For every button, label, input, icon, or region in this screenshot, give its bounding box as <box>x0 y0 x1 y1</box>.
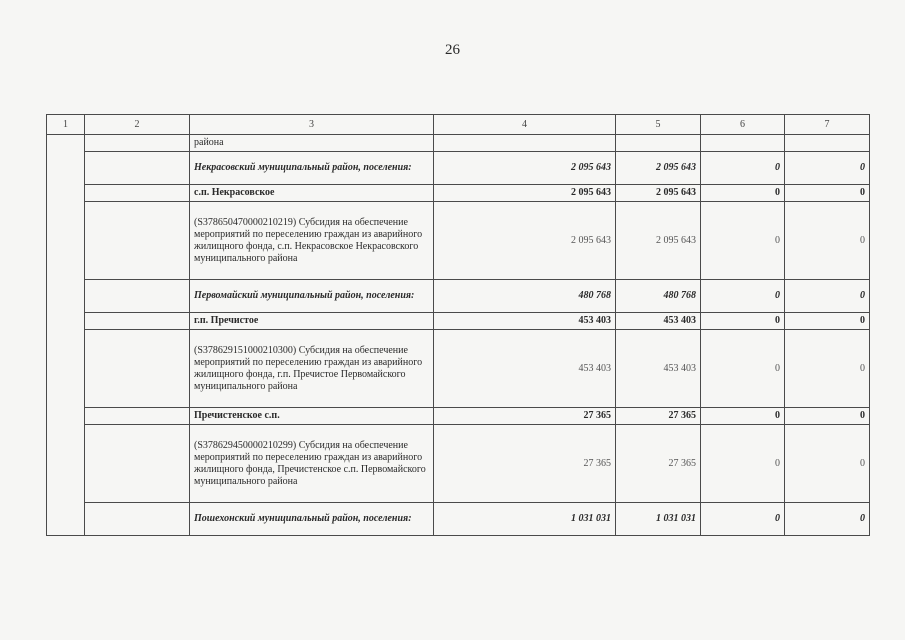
col-2-cell <box>85 503 190 536</box>
amount-cell-c7: 0 <box>785 152 870 185</box>
row-name-cell: (S378629450000210299) Субсидия на обеспечение мероприятий по переселению граждан из аварийного жилищного фонда, Пречистенское с.п. Первомайского муниципального района <box>190 425 434 503</box>
amount-cell-c5: 2 095 643 <box>616 152 701 185</box>
col-2-cell <box>85 202 190 280</box>
header-col-7: 7 <box>785 115 870 135</box>
row-name-cell: Пошехонский муниципальный район, поселения: <box>190 503 434 536</box>
table-row <box>47 135 870 152</box>
col-2-cell <box>85 313 190 330</box>
amount-cell-c6: 0 <box>701 202 785 280</box>
col-1-cell <box>47 135 85 536</box>
col-2-cell <box>85 330 190 408</box>
amount-cell-c7: 0 <box>785 330 870 408</box>
amount-cell-c5: 480 768 <box>616 280 701 313</box>
amount-cell-c7: 0 <box>785 185 870 202</box>
table-row <box>47 280 870 313</box>
amount-cell-c7 <box>785 135 870 152</box>
amount-cell-c7: 0 <box>785 408 870 425</box>
amount-cell-c7: 0 <box>785 503 870 536</box>
amount-cell-c6: 0 <box>701 408 785 425</box>
amount-cell-c5 <box>616 135 701 152</box>
row-name-cell: г.п. Пречистое <box>190 313 434 330</box>
table-row <box>47 185 870 202</box>
amount-cell-c6: 0 <box>701 280 785 313</box>
budget-table <box>46 114 870 536</box>
amount-cell-c5: 2 095 643 <box>616 202 701 280</box>
col-2-cell <box>85 408 190 425</box>
amount-cell-c6: 0 <box>701 425 785 503</box>
header-col-3: 3 <box>190 115 434 135</box>
col-2-cell <box>85 425 190 503</box>
amount-cell-c4: 2 095 643 <box>434 152 616 185</box>
amount-cell-c7: 0 <box>785 313 870 330</box>
amount-cell-c7: 0 <box>785 202 870 280</box>
header-col-4: 4 <box>434 115 616 135</box>
amount-cell-c5: 2 095 643 <box>616 185 701 202</box>
row-name-cell: (S378650470000210219) Субсидия на обеспечение мероприятий по переселению граждан из аварийного жилищного фонда, с.п. Некрасовское Некрасовского муниципального района <box>190 202 434 280</box>
row-name-cell: (S378629151000210300) Субсидия на обеспечение мероприятий по переселению граждан из аварийного жилищного фонда, г.п. Пречистое Первомайского муниципального района <box>190 330 434 408</box>
row-name-cell: Пречистенское с.п. <box>190 408 434 425</box>
col-2-cell <box>85 135 190 152</box>
amount-cell-c7: 0 <box>785 280 870 313</box>
amount-cell-c5: 27 365 <box>616 425 701 503</box>
table-row <box>47 408 870 425</box>
amount-cell-c5: 1 031 031 <box>616 503 701 536</box>
amount-cell-c4: 27 365 <box>434 408 616 425</box>
row-name-cell: Некрасовский муниципальный район, поселения: <box>190 152 434 185</box>
row-name-cell: с.п. Некрасовское <box>190 185 434 202</box>
table-header-row <box>47 115 870 135</box>
table-row <box>47 313 870 330</box>
amount-cell-c6 <box>701 135 785 152</box>
amount-cell-c5: 453 403 <box>616 330 701 408</box>
amount-cell-c4: 480 768 <box>434 280 616 313</box>
table-row <box>47 425 870 503</box>
col-2-cell <box>85 185 190 202</box>
amount-cell-c5: 27 365 <box>616 408 701 425</box>
row-name-cell: района <box>190 135 434 152</box>
col-2-cell <box>85 280 190 313</box>
table-row <box>47 202 870 280</box>
amount-cell-c4: 453 403 <box>434 330 616 408</box>
page-number: 26 <box>445 42 460 58</box>
col-2-cell <box>85 152 190 185</box>
amount-cell-c4: 453 403 <box>434 313 616 330</box>
amount-cell-c5: 453 403 <box>616 313 701 330</box>
table-row <box>47 152 870 185</box>
header-col-2: 2 <box>85 115 190 135</box>
amount-cell-c6: 0 <box>701 185 785 202</box>
header-col-1: 1 <box>47 115 85 135</box>
amount-cell-c7: 0 <box>785 425 870 503</box>
amount-cell-c6: 0 <box>701 152 785 185</box>
amount-cell-c4: 1 031 031 <box>434 503 616 536</box>
amount-cell-c4: 27 365 <box>434 425 616 503</box>
header-col-5: 5 <box>616 115 701 135</box>
row-name-cell: Первомайский муниципальный район, поселения: <box>190 280 434 313</box>
amount-cell-c4: 2 095 643 <box>434 202 616 280</box>
amount-cell-c6: 0 <box>701 313 785 330</box>
amount-cell-c6: 0 <box>701 330 785 408</box>
table-row <box>47 503 870 536</box>
header-col-6: 6 <box>701 115 785 135</box>
amount-cell-c4 <box>434 135 616 152</box>
amount-cell-c4: 2 095 643 <box>434 185 616 202</box>
amount-cell-c6: 0 <box>701 503 785 536</box>
table-row <box>47 330 870 408</box>
